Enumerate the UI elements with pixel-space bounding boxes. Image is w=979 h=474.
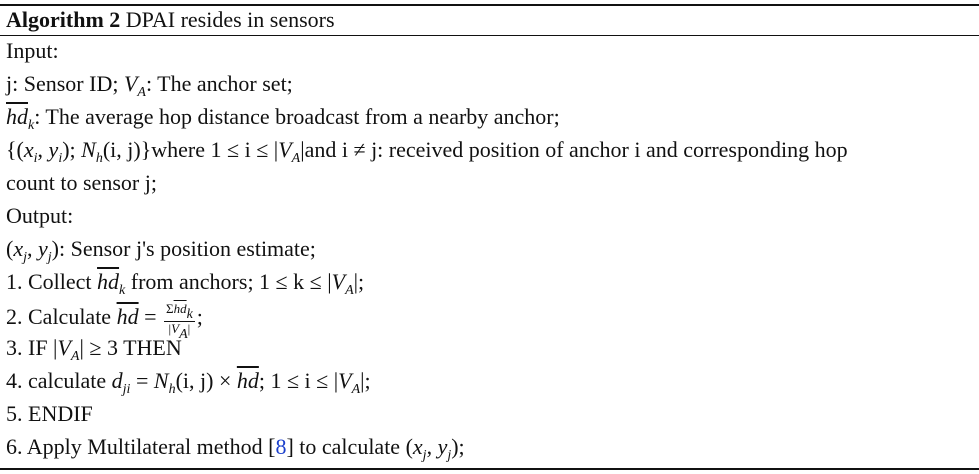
algorithm-line: Input: [6,38,59,63]
algorithm-line: 6. Apply Multilateral method [8] to calculate ($x_j$, $y_j$); [6,434,465,463]
citation-link[interactable]: 8 [275,434,287,459]
algorithm-line: 3. IF $|V_A| \ge 3$ THEN [6,335,182,364]
algorithm-line: count to sensor j; [6,170,157,195]
algorithm-title: DPAI resides in sensors [125,7,335,32]
algorithm-line: 2. Calculate $\overline{hd}$ = $\frac{\Sigma\overline{hd}k}{|VA|}$ ; [6,301,203,342]
algorithm-line: ($x_j$, $y_j$): Sensor j's position estimate; [6,236,316,265]
algorithm-line: 1. Collect $\overline{hd}_k$ from anchors; $1 \le k \le |V_A|$; [6,269,365,298]
algorithm-line: j: Sensor ID; $V_A$: The anchor set; [6,71,293,100]
caption-rule [0,35,979,36]
top-rule [0,4,979,6]
algorithm-line: 4. calculate $d_{ji} = N_h(i$, $j) \times \overline{hd}$; $1 \le i \le |V_A|$; [6,368,371,397]
algorithm-line: 5. ENDIF [6,401,93,426]
algorithm-line: Output: [6,203,74,228]
algorithm-caption [6,7,975,33]
algorithm-line: $\overline{hd}_k$: The average hop distance broadcast from a nearby anchor; [6,104,560,133]
bottom-rule [0,468,979,470]
algorithm-label: Algorithm 2 [6,7,121,32]
algorithm-line: {($x_i$, $y_i$); $N_h(i$, j)}where $1 \le i \le |V_A|and$ i ≠ j: received position of anchor i and corresponding hop [6,137,848,166]
